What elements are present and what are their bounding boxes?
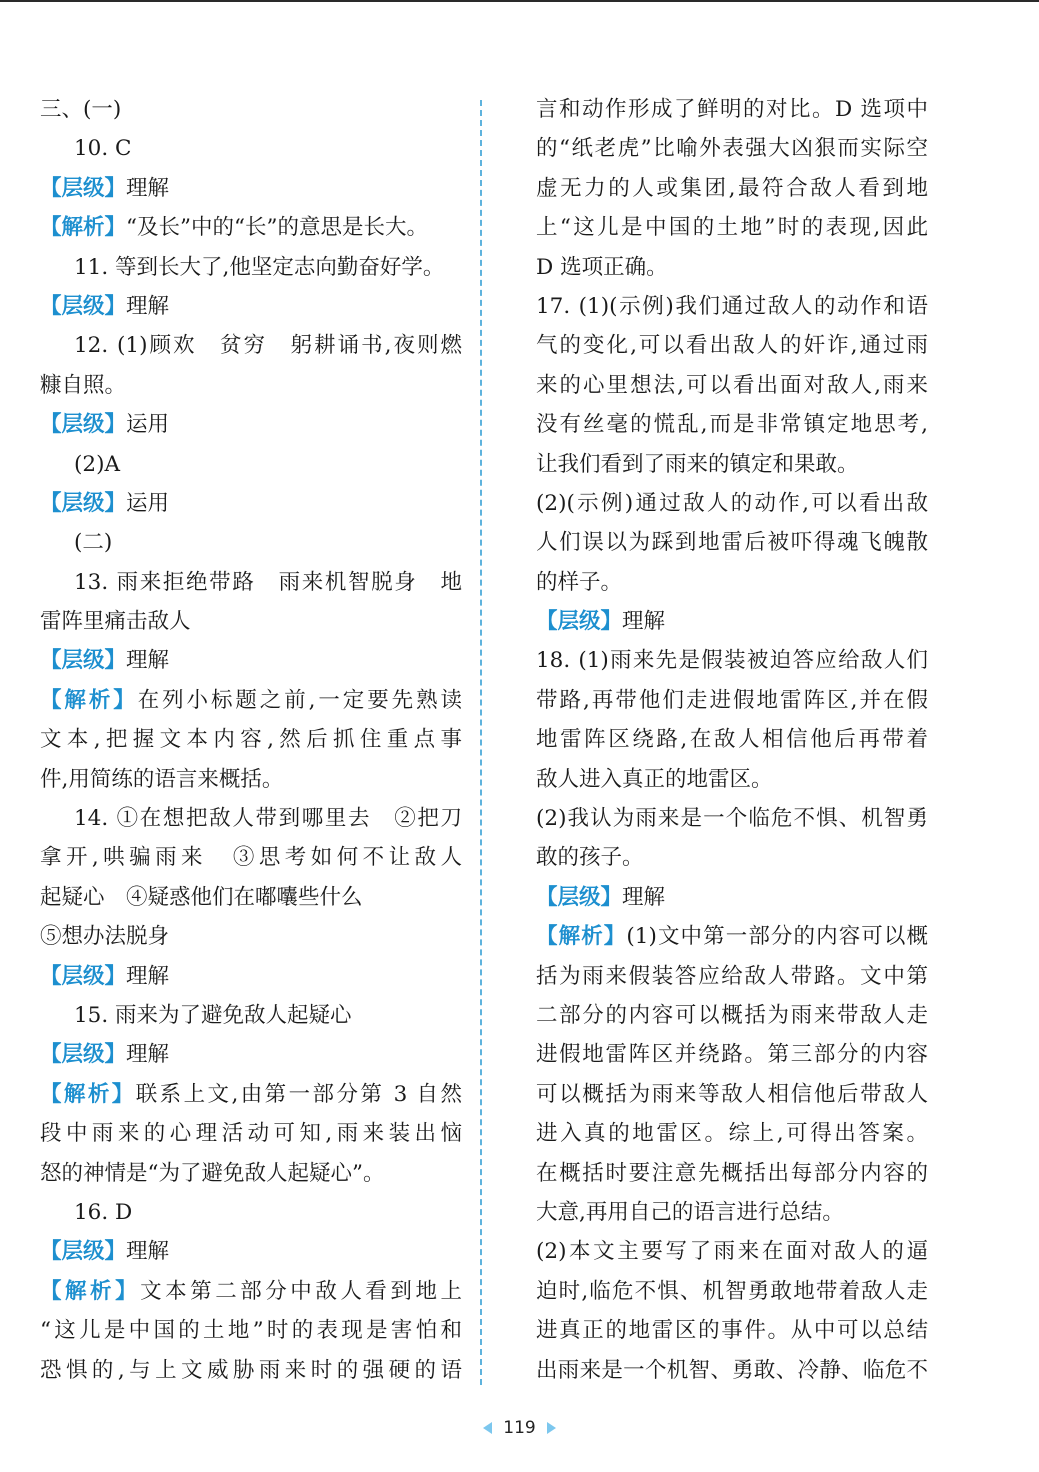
tag-content: 理解 (126, 175, 170, 201)
answer-text-line: 拿开,哄骗雨来 ③思考如何不让敌人 (40, 845, 462, 871)
answer-text-line: 上“这儿是中国的土地”时的表现,因此 (536, 215, 928, 241)
answer-text-line: 没有丝毫的慌乱,而是非常镇定地思考, (536, 412, 928, 438)
answer-text-line: 文本,把握文本内容,然后抓住重点事 (40, 727, 462, 753)
answer-text-line: 恐惧的,与上文威胁雨来时的强硬的语 (40, 1357, 462, 1383)
answer-tag-line (40, 1232, 462, 1271)
answer-text-line: 的“纸老虎”比喻外表强大凶狠而实际空 (536, 136, 928, 162)
answer-text-line: 糠自照。 (40, 372, 127, 398)
answer-text-line: 起疑心 ④疑惑他们在嘟囔些什么 (40, 884, 363, 910)
answer-text-line: (2)我认为雨来是一个临危不惧、机智勇 (536, 806, 928, 832)
answer-text-line: 敌人进入真正的地雷区。 (536, 766, 773, 792)
answer-text-line: 进真正的地雷区的事件。从中可以总结 (536, 1318, 928, 1344)
level-tag: 【解析】 (536, 924, 627, 950)
level-tag: 【解析】 (40, 1081, 136, 1107)
left-answer-column (40, 90, 462, 1390)
top-border-line (0, 0, 1039, 2)
tag-content: 在列小标题之前,一定要先熟读 (137, 687, 462, 713)
right-answer-column (536, 90, 928, 1390)
level-tag: 【层级】 (40, 1042, 127, 1068)
answer-text-line: 让我们看到了雨来的镇定和果敢。 (536, 451, 859, 477)
answer-text-line: (二) (74, 530, 113, 556)
level-tag: 【层级】 (40, 412, 127, 438)
tag-content: 文本第二部分中敌人看到地上 (140, 1278, 462, 1304)
answer-text-line: (2)A (74, 451, 120, 477)
level-tag: 【解析】 (40, 687, 138, 713)
answer-text-line: 二部分的内容可以概括为雨来带敌人走 (536, 1002, 928, 1028)
answer-text-line: 17. (1)(示例)我们通过敌人的动作和语 (536, 293, 928, 319)
tag-content: 理解 (622, 884, 666, 910)
tag-content: “及长”中的“长”的意思是长大。 (126, 215, 428, 241)
page-number: 119 (503, 1418, 536, 1438)
answer-text-line: 三、(一) (40, 97, 122, 122)
level-tag: 【层级】 (536, 609, 623, 635)
column-divider (480, 100, 482, 1385)
level-tag: 【层级】 (40, 175, 127, 201)
answer-text-line: 可以概括为雨来等敌人相信他后带敌人 (536, 1081, 928, 1107)
answer-text-line: 在概括时要注意先概括出每部分内容的 (536, 1160, 928, 1186)
answer-text-line: 进入真的地雷区。综上,可得出答案。 (536, 1121, 928, 1147)
answer-text-line: 敢的孩子。 (536, 845, 644, 871)
answer-text-line: 怒的神情是“为了避免敌人起疑心”。 (40, 1160, 385, 1186)
answer-text-line: 带路,再带他们走进假地雷阵区,并在假 (536, 687, 928, 713)
answer-text-line: 括为雨来假装答应给敌人带路。文中第 (536, 963, 928, 989)
answer-text-line: 10. C (74, 136, 132, 162)
answer-text-line: (2)(示例)通过敌人的动作,可以看出敌 (536, 490, 928, 516)
answer-text-line: 进假地雷阵区并绕路。第三部分的内容 (536, 1042, 928, 1068)
level-tag: 【层级】 (40, 963, 127, 989)
answer-text-line: 气的变化,可以看出敌人的奸诈,通过雨 (536, 333, 928, 359)
answer-tag-line (40, 681, 462, 720)
tag-content: 运用 (126, 490, 170, 516)
answer-text-line: 来的心里想法,可以看出面对敌人,雨来 (536, 372, 928, 398)
tag-content: 理解 (126, 1239, 170, 1265)
next-page-arrow-icon (547, 1422, 556, 1434)
answer-text-line: 雷阵里痛击敌人 (40, 609, 191, 635)
answer-text-line: 出雨来是一个机智、勇敢、冷静、临危不 (536, 1357, 928, 1383)
tag-content: 理解 (126, 293, 170, 319)
answer-text-line: 迫时,临危不惧、机智勇敢地带着敌人走 (536, 1278, 928, 1304)
answer-text-line: ⑤想办法脱身 (40, 924, 170, 950)
answer-tag-line (536, 878, 928, 917)
level-tag: 【解析】 (40, 215, 127, 241)
answer-text-line: 人们误以为踩到地雷后被吓得魂飞魄散 (536, 530, 928, 556)
answer-tag-line (40, 484, 462, 523)
level-tag: 【层级】 (536, 884, 623, 910)
answer-text-line: 地雷阵区绕路,在敌人相信他后再带着 (536, 727, 928, 753)
answer-tag-line (40, 405, 462, 444)
level-tag: 【层级】 (40, 648, 127, 674)
answer-tag-line (40, 641, 462, 680)
answer-text-line: (2)本文主要写了雨来在面对敌人的逼 (536, 1239, 928, 1265)
level-tag: 【层级】 (40, 490, 127, 516)
answer-text-line: 14. ①在想把敌人带到哪里去 ②把刀 (74, 806, 462, 832)
prev-page-arrow-icon (483, 1422, 492, 1434)
answer-text-line: 18. (1)雨来先是假装被迫答应给敌人们 (536, 648, 928, 674)
answer-text-line: 16. D (74, 1199, 133, 1225)
level-tag: 【层级】 (40, 1239, 127, 1265)
answer-tag-line (40, 208, 462, 247)
answer-text-line: 11. 等到长大了,他坚定志向勤奋好学。 (74, 254, 445, 280)
tag-content: 理解 (126, 648, 170, 674)
answer-text-line: “这儿是中国的土地”时的表现是害怕和 (40, 1318, 462, 1344)
tag-content: 运用 (126, 412, 170, 438)
page-footer (0, 1418, 1039, 1438)
answer-text-line: 的样子。 (536, 569, 623, 595)
tag-content: 理解 (126, 1042, 170, 1068)
level-tag: 【层级】 (40, 293, 127, 319)
answer-tag-line (536, 602, 928, 641)
answer-text-line: 大意,再用自己的语言进行总结。 (536, 1199, 844, 1225)
answer-text-line: 15. 雨来为了避免敌人起疑心 (74, 1002, 352, 1028)
answer-text-line: D 选项正确。 (536, 254, 668, 280)
answer-text-line: 虚无力的人或集团,最符合敌人看到地 (536, 175, 928, 201)
answer-text-line: 段中雨来的心理活动可知,雨来装出恼 (40, 1121, 462, 1147)
tag-content: 联系上文,由第一部分第 3 自然 (135, 1081, 462, 1107)
answer-text-line: 13. 雨来拒绝带路 雨来机智脱身 地 (74, 569, 462, 595)
answer-tag-line (536, 917, 928, 956)
answer-text-line: 件,用简练的语言来概括。 (40, 766, 284, 792)
tag-content: 理解 (126, 963, 170, 989)
answer-tag-line (40, 1075, 462, 1114)
answer-tag-line (40, 169, 462, 208)
level-tag: 【解析】 (40, 1278, 141, 1304)
tag-content: 理解 (622, 609, 666, 635)
answer-tag-line (40, 1035, 462, 1074)
answer-tag-line (40, 287, 462, 326)
tag-content: (1)文中第一部分的内容可以概 (626, 924, 928, 950)
answer-tag-line (40, 1272, 462, 1311)
answer-tag-line (40, 957, 462, 996)
answer-text-line: 12. (1)顾欢 贫穷 躬耕诵书,夜则燃 (74, 333, 462, 359)
answer-text-line: 言和动作形成了鲜明的对比。D 选项中 (536, 97, 928, 122)
